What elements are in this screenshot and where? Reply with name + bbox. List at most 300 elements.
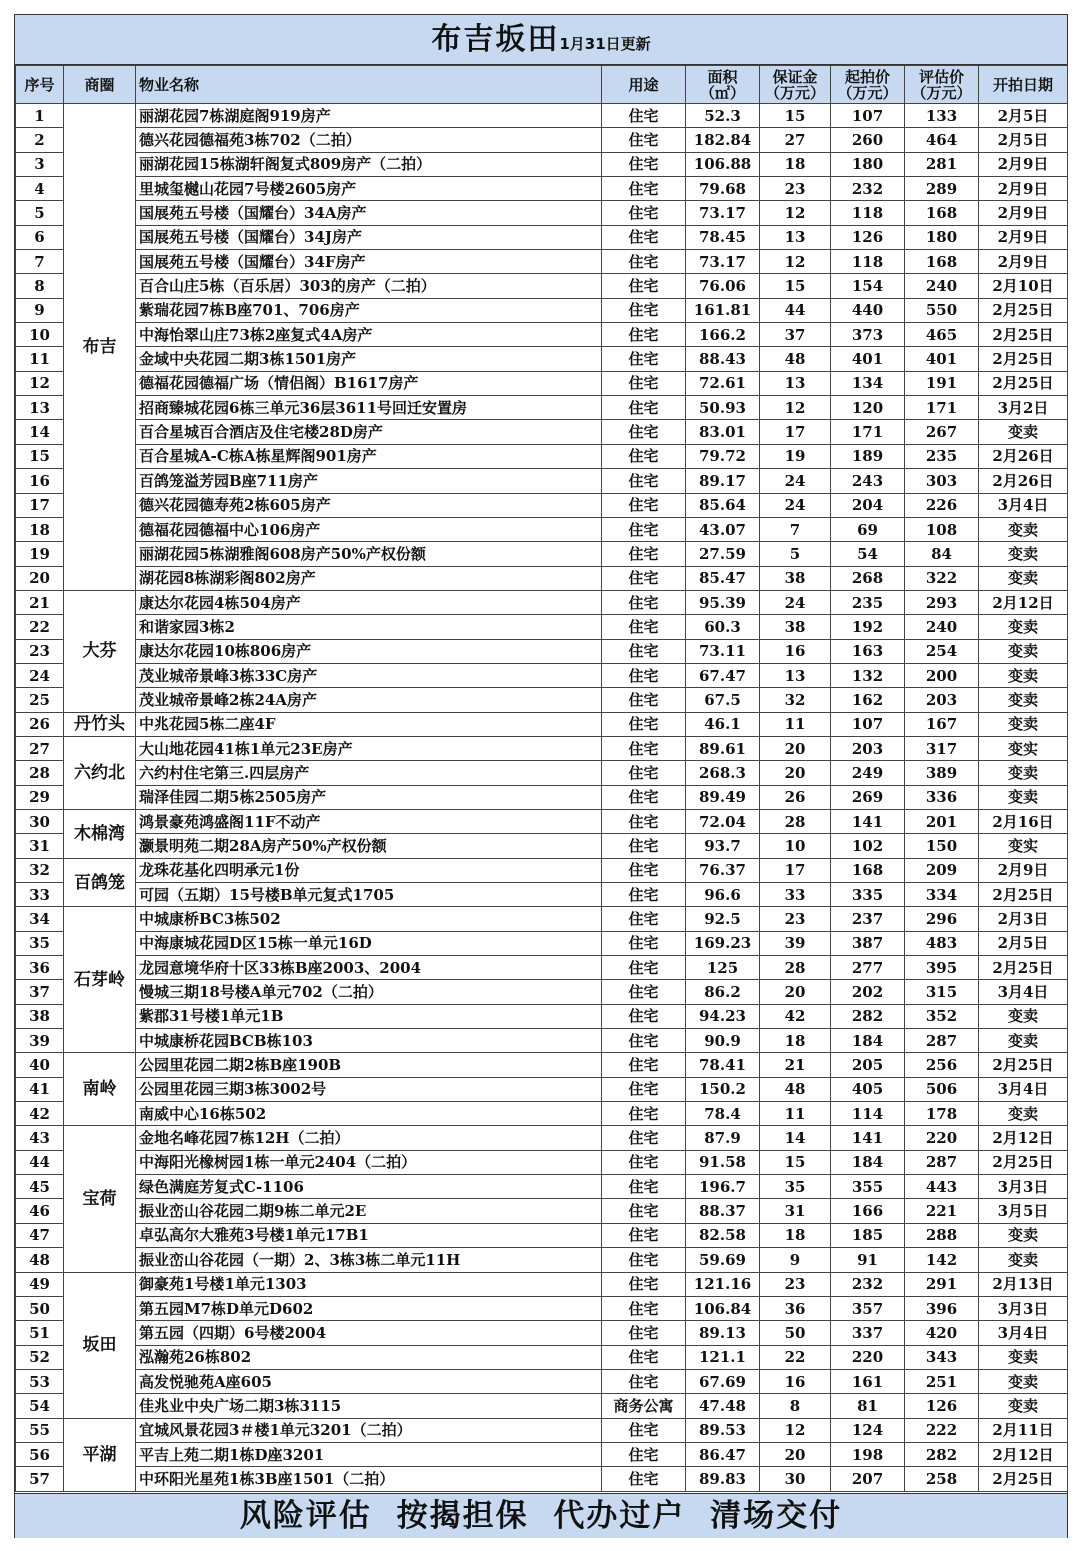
appraisal-price-cell: 150 (905, 834, 979, 858)
appraisal-price-cell: 108 (905, 517, 979, 541)
auction-date-cell: 2月25日 (979, 1150, 1068, 1174)
auction-date-cell: 2月26日 (979, 444, 1068, 468)
property-table (15, 65, 1068, 1492)
table-row (16, 201, 1068, 225)
appraisal-price-cell: 315 (905, 980, 979, 1004)
property-name-cell: 丽湖花园7栋湖庭阁919房产 (136, 104, 602, 128)
usage-cell: 住宅 (602, 1102, 686, 1126)
row-index-cell: 7 (16, 250, 64, 274)
deposit-cell: 18 (760, 1029, 831, 1053)
floor-area-cell: 87.9 (686, 1126, 760, 1150)
auction-date-cell: 2月16日 (979, 809, 1068, 833)
starting-price-cell: 202 (831, 980, 905, 1004)
row-index-cell: 26 (16, 712, 64, 736)
starting-price-cell: 405 (831, 1077, 905, 1101)
floor-area-cell: 88.43 (686, 347, 760, 371)
auction-date-cell: 2月9日 (979, 250, 1068, 274)
table-row (16, 1004, 1068, 1028)
starting-price-cell: 184 (831, 1150, 905, 1174)
deposit-cell: 28 (760, 809, 831, 833)
starting-price-cell: 249 (831, 761, 905, 785)
table-row (16, 396, 1068, 420)
deposit-cell: 12 (760, 250, 831, 274)
usage-cell: 住宅 (602, 956, 686, 980)
row-index-cell: 28 (16, 761, 64, 785)
deposit-cell: 20 (760, 761, 831, 785)
row-index-cell: 44 (16, 1150, 64, 1174)
auction-sheet (14, 14, 1068, 1538)
deposit-cell: 24 (760, 590, 831, 614)
usage-cell: 住宅 (602, 590, 686, 614)
floor-area-cell: 73.17 (686, 250, 760, 274)
deposit-cell: 39 (760, 931, 831, 955)
starting-price-cell: 192 (831, 615, 905, 639)
starting-price-cell: 163 (831, 639, 905, 663)
header-usage: 用途 (602, 66, 686, 104)
appraisal-price-cell: 291 (905, 1272, 979, 1296)
auction-date-cell: 变卖 (979, 1223, 1068, 1247)
table-row (16, 1150, 1068, 1174)
usage-cell: 住宅 (602, 1296, 686, 1320)
usage-cell: 住宅 (602, 761, 686, 785)
usage-cell: 住宅 (602, 858, 686, 882)
starting-price-cell: 102 (831, 834, 905, 858)
row-index-cell: 18 (16, 517, 64, 541)
floor-area-cell: 89.83 (686, 1467, 760, 1491)
starting-price-cell: 335 (831, 883, 905, 907)
starting-price-cell: 162 (831, 688, 905, 712)
table-row (16, 834, 1068, 858)
auction-date-cell: 2月9日 (979, 225, 1068, 249)
appraisal-price-cell: 289 (905, 177, 979, 201)
auction-date-cell: 变卖 (979, 1248, 1068, 1272)
auction-date-cell: 2月9日 (979, 152, 1068, 176)
starting-price-cell: 268 (831, 566, 905, 590)
floor-area-cell: 76.37 (686, 858, 760, 882)
table-row (16, 1321, 1068, 1345)
auction-date-cell: 3月3日 (979, 1175, 1068, 1199)
table-row (16, 1175, 1068, 1199)
usage-cell: 住宅 (602, 104, 686, 128)
starting-price-cell: 184 (831, 1029, 905, 1053)
auction-date-cell: 变卖 (979, 663, 1068, 687)
usage-cell: 住宅 (602, 1321, 686, 1345)
usage-cell: 住宅 (602, 420, 686, 444)
auction-date-cell: 3月3日 (979, 1296, 1068, 1320)
floor-area-cell: 59.69 (686, 1248, 760, 1272)
appraisal-price-cell: 226 (905, 493, 979, 517)
property-name-cell: 紫瑞花园7栋B座701、706房产 (136, 298, 602, 322)
deposit-cell: 31 (760, 1199, 831, 1223)
usage-cell: 住宅 (602, 517, 686, 541)
starting-price-cell: 134 (831, 371, 905, 395)
table-row (16, 347, 1068, 371)
property-name-cell: 德福花园德福广场（情侣阁）B1617房产 (136, 371, 602, 395)
property-name-cell: 高发悦驰苑A座605 (136, 1369, 602, 1393)
table-row (16, 542, 1068, 566)
deposit-cell: 32 (760, 688, 831, 712)
update-date: 1月31日更新 (559, 35, 651, 53)
usage-cell: 住宅 (602, 980, 686, 1004)
usage-cell: 住宅 (602, 1442, 686, 1466)
table-row (16, 615, 1068, 639)
deposit-cell: 13 (760, 663, 831, 687)
floor-area-cell: 89.53 (686, 1418, 760, 1442)
property-name-cell: 招商臻城花园6栋三单元36层3611号回迁安置房 (136, 396, 602, 420)
appraisal-price-cell: 167 (905, 712, 979, 736)
appraisal-price-cell: 464 (905, 128, 979, 152)
row-index-cell: 21 (16, 590, 64, 614)
starting-price-cell: 207 (831, 1467, 905, 1491)
appraisal-price-cell: 178 (905, 1102, 979, 1126)
auction-date-cell: 3月4日 (979, 980, 1068, 1004)
table-row (16, 980, 1068, 1004)
property-name-cell: 佳兆业中央广场二期3栋3115 (136, 1394, 602, 1418)
property-name-cell: 鸿景豪苑鸿盛阁11F不动产 (136, 809, 602, 833)
table-row (16, 323, 1068, 347)
usage-cell: 住宅 (602, 225, 686, 249)
auction-date-cell: 2月25日 (979, 323, 1068, 347)
deposit-cell: 14 (760, 1126, 831, 1150)
property-name-cell: 中海怡翠山庄73栋2座复式4A房产 (136, 323, 602, 347)
starting-price-cell: 189 (831, 444, 905, 468)
table-row (16, 469, 1068, 493)
row-index-cell: 43 (16, 1126, 64, 1150)
property-name-cell: 灏景明苑二期28A房产50%产权份额 (136, 834, 602, 858)
row-index-cell: 41 (16, 1077, 64, 1101)
auction-date-cell: 2月5日 (979, 104, 1068, 128)
table-row (16, 858, 1068, 882)
row-index-cell: 32 (16, 858, 64, 882)
auction-date-cell: 变卖 (979, 420, 1068, 444)
usage-cell: 住宅 (602, 396, 686, 420)
table-row (16, 809, 1068, 833)
deposit-cell: 28 (760, 956, 831, 980)
row-index-cell: 31 (16, 834, 64, 858)
table-row (16, 152, 1068, 176)
appraisal-price-cell: 550 (905, 298, 979, 322)
floor-area-cell: 106.84 (686, 1296, 760, 1320)
auction-date-cell: 变卖 (979, 1004, 1068, 1028)
appraisal-price-cell: 180 (905, 225, 979, 249)
deposit-cell: 35 (760, 1175, 831, 1199)
starting-price-cell: 282 (831, 1004, 905, 1028)
area-cell: 木棉湾 (64, 809, 136, 858)
property-name-cell: 康达尔花园10栋806房产 (136, 639, 602, 663)
starting-price-cell: 357 (831, 1296, 905, 1320)
floor-area-cell: 89.61 (686, 736, 760, 760)
table-row (16, 517, 1068, 541)
deposit-cell: 15 (760, 1150, 831, 1174)
table-row (16, 250, 1068, 274)
starting-price-cell: 54 (831, 542, 905, 566)
usage-cell: 住宅 (602, 274, 686, 298)
starting-price-cell: 232 (831, 177, 905, 201)
appraisal-price-cell: 267 (905, 420, 979, 444)
appraisal-price-cell: 288 (905, 1223, 979, 1247)
floor-area-cell: 78.45 (686, 225, 760, 249)
starting-price-cell: 120 (831, 396, 905, 420)
appraisal-price-cell: 287 (905, 1150, 979, 1174)
floor-area-cell: 86.2 (686, 980, 760, 1004)
appraisal-price-cell: 200 (905, 663, 979, 687)
floor-area-cell: 89.17 (686, 469, 760, 493)
auction-date-cell: 2月25日 (979, 298, 1068, 322)
table-row (16, 493, 1068, 517)
floor-area-cell: 121.1 (686, 1345, 760, 1369)
appraisal-price-cell: 303 (905, 469, 979, 493)
header-appraisal: 评估价 （万元） (905, 66, 979, 104)
auction-date-cell: 变卖 (979, 1345, 1068, 1369)
row-index-cell: 34 (16, 907, 64, 931)
auction-date-cell: 变卖 (979, 517, 1068, 541)
starting-price-cell: 114 (831, 1102, 905, 1126)
row-index-cell: 29 (16, 785, 64, 809)
area-cell: 宝荷 (64, 1126, 136, 1272)
table-row (16, 1296, 1068, 1320)
row-index-cell: 51 (16, 1321, 64, 1345)
floor-area-cell: 73.11 (686, 639, 760, 663)
property-name-cell: 金域中央花园二期3栋1501房产 (136, 347, 602, 371)
appraisal-price-cell: 336 (905, 785, 979, 809)
starting-price-cell: 126 (831, 225, 905, 249)
floor-area-cell: 50.93 (686, 396, 760, 420)
starting-price-cell: 141 (831, 1126, 905, 1150)
appraisal-price-cell: 322 (905, 566, 979, 590)
row-index-cell: 48 (16, 1248, 64, 1272)
property-name-cell: 百鸽笼溢芳园B座711房产 (136, 469, 602, 493)
appraisal-price-cell: 168 (905, 201, 979, 225)
auction-date-cell: 变卖 (979, 1029, 1068, 1053)
floor-area-cell: 47.48 (686, 1394, 760, 1418)
deposit-cell: 17 (760, 858, 831, 882)
appraisal-price-cell: 240 (905, 615, 979, 639)
header-deposit: 保证金 （万元） (760, 66, 831, 104)
deposit-cell: 23 (760, 1272, 831, 1296)
deposit-cell: 36 (760, 1296, 831, 1320)
property-name-cell: 丽湖花园5栋湖雅阁608房产50%产权份额 (136, 542, 602, 566)
auction-date-cell: 2月25日 (979, 956, 1068, 980)
auction-date-cell: 3月4日 (979, 1077, 1068, 1101)
usage-cell: 住宅 (602, 834, 686, 858)
starting-price-cell: 243 (831, 469, 905, 493)
usage-cell: 商务公寓 (602, 1394, 686, 1418)
floor-area-cell: 60.3 (686, 615, 760, 639)
usage-cell: 住宅 (602, 128, 686, 152)
appraisal-price-cell: 235 (905, 444, 979, 468)
usage-cell: 住宅 (602, 298, 686, 322)
starting-price-cell: 168 (831, 858, 905, 882)
property-name-cell: 中城康桥BC3栋502 (136, 907, 602, 931)
floor-area-cell: 90.9 (686, 1029, 760, 1053)
appraisal-price-cell: 222 (905, 1418, 979, 1442)
appraisal-price-cell: 506 (905, 1077, 979, 1101)
property-name-cell: 瑞泽佳园二期5栋2505房产 (136, 785, 602, 809)
table-row (16, 177, 1068, 201)
starting-price-cell: 220 (831, 1345, 905, 1369)
property-name-cell: 中城康桥花园BCB栋103 (136, 1029, 602, 1053)
header-property-name: 物业名称 (136, 66, 602, 104)
area-cell: 大芬 (64, 590, 136, 712)
starting-price-cell: 198 (831, 1442, 905, 1466)
auction-date-cell: 2月25日 (979, 883, 1068, 907)
table-row (16, 1345, 1068, 1369)
starting-price-cell: 387 (831, 931, 905, 955)
property-name-cell: 泓瀚苑26栋802 (136, 1345, 602, 1369)
property-name-cell: 康达尔花园4栋504房产 (136, 590, 602, 614)
starting-price-cell: 260 (831, 128, 905, 152)
row-index-cell: 13 (16, 396, 64, 420)
starting-price-cell: 373 (831, 323, 905, 347)
appraisal-price-cell: 334 (905, 883, 979, 907)
usage-cell: 住宅 (602, 1004, 686, 1028)
auction-date-cell: 2月5日 (979, 128, 1068, 152)
row-index-cell: 50 (16, 1296, 64, 1320)
starting-price-cell: 185 (831, 1223, 905, 1247)
row-index-cell: 24 (16, 663, 64, 687)
table-row (16, 225, 1068, 249)
usage-cell: 住宅 (602, 152, 686, 176)
deposit-cell: 18 (760, 1223, 831, 1247)
auction-date-cell: 2月12日 (979, 1442, 1068, 1466)
starting-price-cell: 235 (831, 590, 905, 614)
starting-price-cell: 91 (831, 1248, 905, 1272)
starting-price-cell: 401 (831, 347, 905, 371)
property-name-cell: 卓弘高尔大雅苑3号楼1单元17B1 (136, 1223, 602, 1247)
usage-cell: 住宅 (602, 347, 686, 371)
deposit-cell: 20 (760, 1442, 831, 1466)
appraisal-price-cell: 220 (905, 1126, 979, 1150)
row-index-cell: 39 (16, 1029, 64, 1053)
usage-cell: 住宅 (602, 1418, 686, 1442)
floor-area-cell: 27.59 (686, 542, 760, 566)
row-index-cell: 14 (16, 420, 64, 444)
table-row (16, 712, 1068, 736)
table-row (16, 1442, 1068, 1466)
auction-date-cell: 2月12日 (979, 1126, 1068, 1150)
table-row (16, 1248, 1068, 1272)
deposit-cell: 27 (760, 128, 831, 152)
usage-cell: 住宅 (602, 615, 686, 639)
auction-date-cell: 2月25日 (979, 1053, 1068, 1077)
deposit-cell: 5 (760, 542, 831, 566)
floor-area-cell: 94.23 (686, 1004, 760, 1028)
floor-area-cell: 67.47 (686, 663, 760, 687)
row-index-cell: 19 (16, 542, 64, 566)
row-index-cell: 53 (16, 1369, 64, 1393)
floor-area-cell: 67.5 (686, 688, 760, 712)
property-name-cell: 紫郡31号楼1单元1B (136, 1004, 602, 1028)
usage-cell: 住宅 (602, 1223, 686, 1247)
usage-cell: 住宅 (602, 1029, 686, 1053)
appraisal-price-cell: 126 (905, 1394, 979, 1418)
usage-cell: 住宅 (602, 1175, 686, 1199)
auction-date-cell: 2月25日 (979, 371, 1068, 395)
deposit-cell: 9 (760, 1248, 831, 1272)
area-cell: 丹竹头 (64, 712, 136, 736)
appraisal-price-cell: 221 (905, 1199, 979, 1223)
usage-cell: 住宅 (602, 1467, 686, 1491)
floor-area-cell: 72.61 (686, 371, 760, 395)
table-row (16, 1272, 1068, 1296)
usage-cell: 住宅 (602, 444, 686, 468)
deposit-cell: 22 (760, 1345, 831, 1369)
floor-area-cell: 85.64 (686, 493, 760, 517)
appraisal-price-cell: 256 (905, 1053, 979, 1077)
floor-area-cell: 79.68 (686, 177, 760, 201)
table-row (16, 1199, 1068, 1223)
floor-area-cell: 82.58 (686, 1223, 760, 1247)
appraisal-price-cell: 396 (905, 1296, 979, 1320)
auction-date-cell: 3月4日 (979, 493, 1068, 517)
auction-date-cell: 3月2日 (979, 396, 1068, 420)
row-index-cell: 17 (16, 493, 64, 517)
usage-cell: 住宅 (602, 542, 686, 566)
property-name-cell: 百合山庄5栋（百乐居）303的房产（二拍） (136, 274, 602, 298)
deposit-cell: 11 (760, 1102, 831, 1126)
auction-date-cell: 2月25日 (979, 347, 1068, 371)
usage-cell: 住宅 (602, 1053, 686, 1077)
property-name-cell: 国展苑五号楼（国耀台）34F房产 (136, 250, 602, 274)
starting-price-cell: 118 (831, 250, 905, 274)
starting-price-cell: 204 (831, 493, 905, 517)
table-row (16, 1369, 1068, 1393)
table-body (16, 104, 1068, 1492)
appraisal-price-cell: 171 (905, 396, 979, 420)
floor-area-cell: 150.2 (686, 1077, 760, 1101)
appraisal-price-cell: 203 (905, 688, 979, 712)
appraisal-price-cell: 282 (905, 1442, 979, 1466)
deposit-cell: 21 (760, 1053, 831, 1077)
starting-price-cell: 171 (831, 420, 905, 444)
auction-date-cell: 变卖 (979, 785, 1068, 809)
floor-area-cell: 72.04 (686, 809, 760, 833)
appraisal-price-cell: 133 (905, 104, 979, 128)
deposit-cell: 16 (760, 1369, 831, 1393)
property-name-cell: 御豪苑1号楼1单元1303 (136, 1272, 602, 1296)
deposit-cell: 12 (760, 201, 831, 225)
usage-cell: 住宅 (602, 1199, 686, 1223)
property-name-cell: 大山地花园41栋1单元23E房产 (136, 736, 602, 760)
table-row (16, 1394, 1068, 1418)
usage-cell: 住宅 (602, 1272, 686, 1296)
appraisal-price-cell: 258 (905, 1467, 979, 1491)
auction-date-cell: 变卖 (979, 712, 1068, 736)
table-row (16, 371, 1068, 395)
usage-cell: 住宅 (602, 907, 686, 931)
row-index-cell: 55 (16, 1418, 64, 1442)
appraisal-price-cell: 352 (905, 1004, 979, 1028)
table-row (16, 1029, 1068, 1053)
header-starting-price: 起拍价 （万元） (831, 66, 905, 104)
property-name-cell: 中兆花园5栋二座4F (136, 712, 602, 736)
row-index-cell: 49 (16, 1272, 64, 1296)
appraisal-price-cell: 483 (905, 931, 979, 955)
row-index-cell: 5 (16, 201, 64, 225)
deposit-cell: 17 (760, 420, 831, 444)
auction-date-cell: 变卖 (979, 1102, 1068, 1126)
table-row (16, 1223, 1068, 1247)
floor-area-cell: 43.07 (686, 517, 760, 541)
property-name-cell: 中环阳光星苑1栋3B座1501（二拍） (136, 1467, 602, 1491)
auction-date-cell: 变实 (979, 736, 1068, 760)
header-auction-date: 开拍日期 (979, 66, 1068, 104)
starting-price-cell: 203 (831, 736, 905, 760)
usage-cell: 住宅 (602, 371, 686, 395)
row-index-cell: 23 (16, 639, 64, 663)
starting-price-cell: 69 (831, 517, 905, 541)
auction-date-cell: 2月25日 (979, 1467, 1068, 1491)
